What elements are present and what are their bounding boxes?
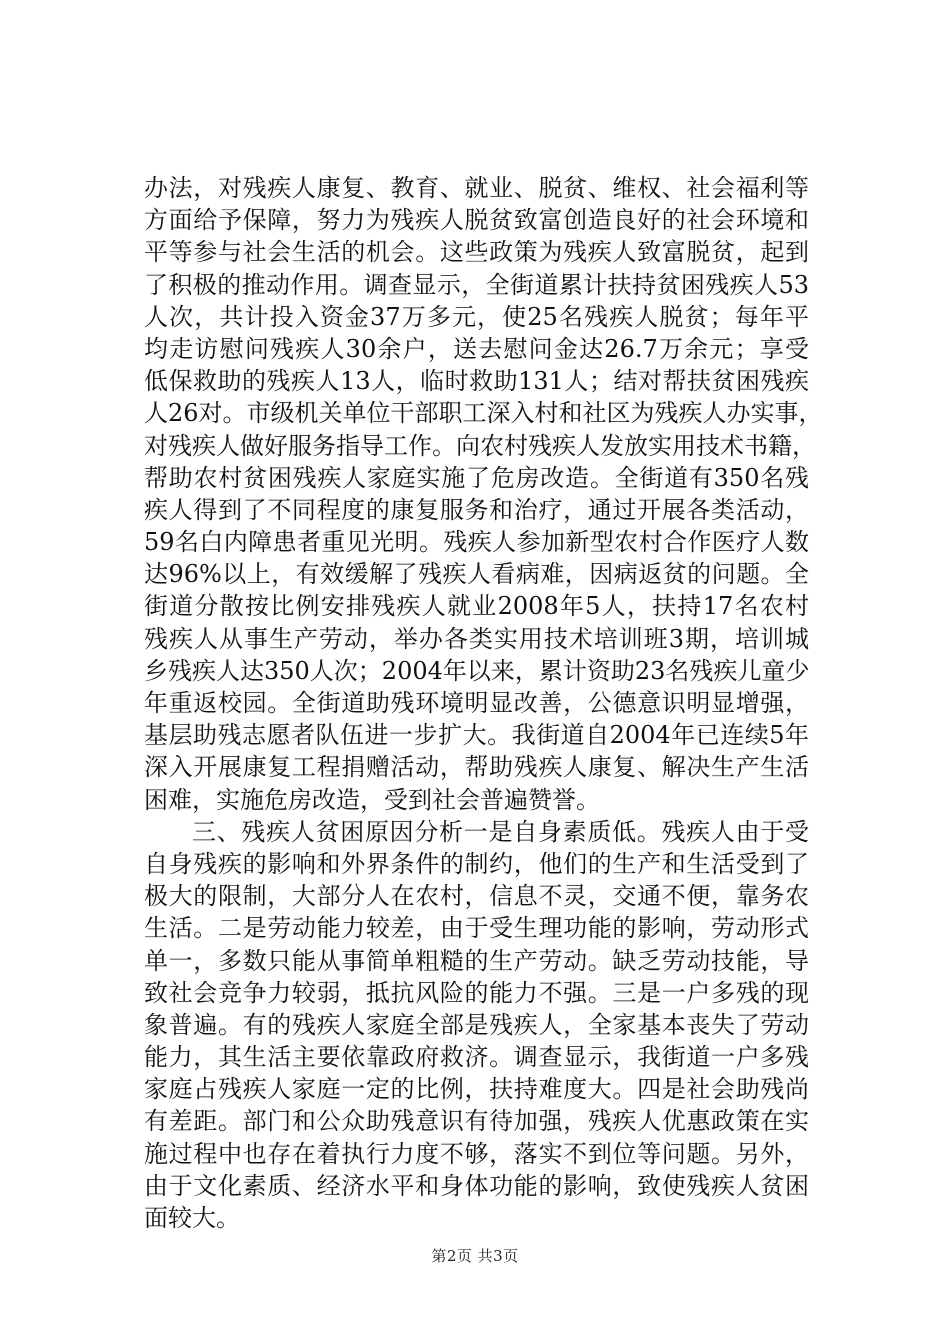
text-line: 家庭占残疾人家庭一定的比例，扶持难度大。四是社会助残尚	[144, 1075, 809, 1104]
text-line: 生活。二是劳动能力较差，由于受生理功能的影响，劳动形式	[144, 914, 809, 943]
text-line: 街道分散按比例安排残疾人就业2008年5人，扶持17名农村	[144, 592, 809, 621]
text-line: 均走访慰问残疾人30余户，送去慰问金达26.7万余元；享受	[144, 334, 809, 363]
text-line: 困难，实施危房改造，受到社会普遍赞誉。	[144, 785, 600, 814]
text-line: 有差距。部门和公众助残意识有待加强，残疾人优惠政策在实	[144, 1107, 809, 1136]
text-line: 乡残疾人达350人次；2004年以来，累计资助23名残疾儿童少	[144, 656, 810, 685]
text-line: 年重返校园。全街道助残环境明显改善，公德意识明显增强，	[144, 689, 809, 717]
page-footer: 第2页 共3页	[431, 1247, 519, 1265]
text-line: 象普遍。有的残疾人家庭全部是残疾人，全家基本丧失了劳动	[144, 1010, 809, 1039]
text-line: 单一，多数只能从事简单粗糙的生产劳动。缺乏劳动技能，导	[144, 946, 809, 975]
text-line: 平等参与社会生活的机会。这些政策为残疾人致富脱贫，起到	[144, 238, 809, 267]
text-line: 方面给予保障，努力为残疾人脱贫致富创造良好的社会环境和	[144, 206, 809, 235]
text-line: 基层助残志愿者队伍进一步扩大。我街道自2004年已连续5年	[144, 721, 809, 750]
text-line: 达96%以上，有效缓解了残疾人看病难，因病返贫的问题。全	[144, 560, 809, 589]
text-line: 人26对。市级机关单位干部职工深入村和社区为残疾人办实事，	[144, 399, 823, 428]
document-body	[144, 172, 823, 1234]
paragraph-1	[144, 172, 823, 816]
text-line-indented: 三、残疾人贫困原因分析一是自身素质低。残疾人由于受	[192, 817, 809, 846]
text-line: 极大的限制，大部分人在农村，信息不灵，交通不便，靠务农	[144, 882, 809, 911]
text-line: 办法，对残疾人康复、教育、就业、脱贫、维权、社会福利等	[144, 174, 809, 202]
text-line: 残疾人从事生产劳动，举办各类实用技术培训班3期，培训城	[144, 624, 809, 653]
text-line: 施过程中也存在着执行力度不够，落实不到位等问题。另外，	[144, 1139, 809, 1168]
text-line: 人次，共计投入资金37万多元，使25名残疾人脱贫；每年平	[144, 302, 809, 331]
text-line: 能力，其生活主要依靠政府救济。调查显示，我街道一户多残	[144, 1043, 809, 1072]
text-line: 自身残疾的影响和外界条件的制约，他们的生产和生活受到了	[144, 849, 809, 878]
text-line: 疾人得到了不同程度的康复服务和治疗，通过开展各类活动，	[144, 495, 809, 524]
text-line: 帮助农村贫困残疾人家庭实施了危房改造。全街道有350名残	[144, 463, 809, 492]
text-line: 低保救助的残疾人13人，临时救助131人；结对帮扶贫困残疾	[144, 367, 809, 396]
text-line: 59名白内障患者重见光明。残疾人参加新型农村合作医疗人数	[144, 528, 809, 557]
text-line: 面较大。	[144, 1204, 240, 1232]
text-line: 由于文化素质、经济水平和身体功能的影响，致使残疾人贫困	[144, 1171, 809, 1200]
text-line: 深入开展康复工程捐赠活动，帮助残疾人康复、解决生产生活	[144, 753, 809, 782]
text-line: 致社会竞争力较弱，抵抗风险的能力不强。三是一户多残的现	[144, 978, 809, 1007]
text-line: 对残疾人做好服务指导工作。向农村残疾人发放实用技术书籍，	[144, 431, 816, 460]
paragraph-2	[144, 816, 809, 1234]
text-line: 了积极的推动作用。调查显示，全街道累计扶持贫困残疾人53	[144, 270, 809, 299]
